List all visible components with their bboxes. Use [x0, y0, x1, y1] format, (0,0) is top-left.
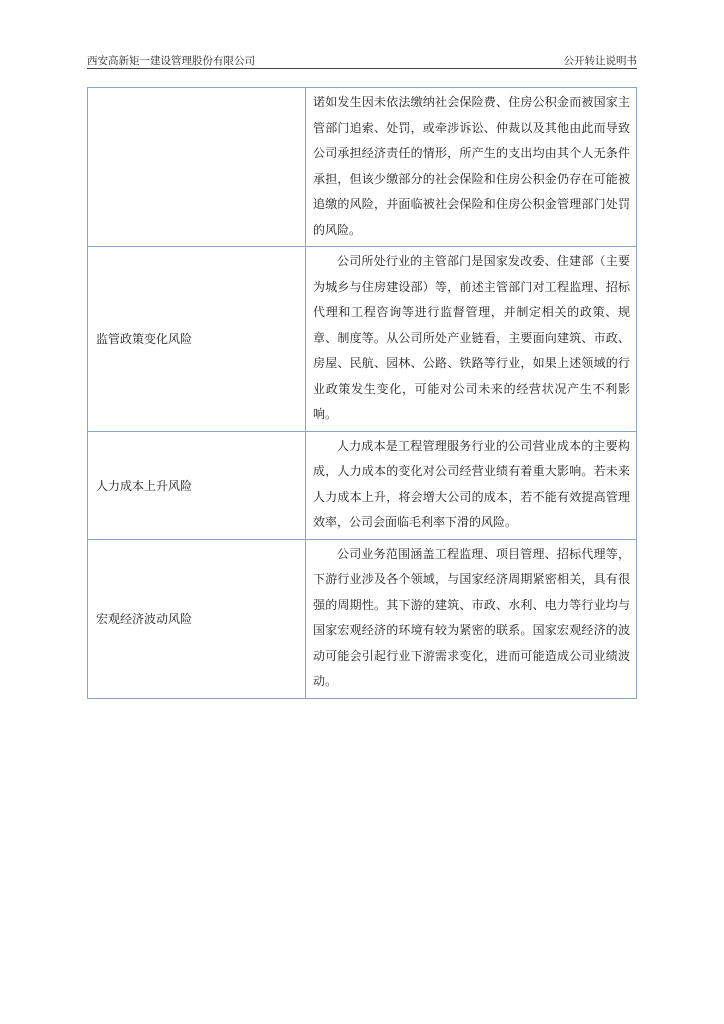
table-row: [88, 431, 637, 539]
header-divider: [87, 68, 637, 69]
risk-description-cell: [306, 431, 637, 539]
table-row: [88, 88, 637, 247]
risk-description-cell: [306, 88, 637, 247]
risk-name: 宏观经济波动风险: [96, 612, 193, 626]
risk-description-cell: [306, 247, 637, 432]
risk-table: [87, 87, 637, 699]
risk-name: 监管政策变化风险: [96, 332, 193, 347]
risk-description: 人力成本是工程管理服务行业的公司营业成本的主要构成，人力成本的变化对公司经营业绩有着重大影响。若未来人力成本上升，将会增大公司的成本，若不能有效提高管理效率，公司会面临毛利率下滑的风险。: [313, 438, 630, 529]
risk-name: 人力成本上升风险: [96, 478, 193, 493]
risk-name-cell: [88, 431, 306, 539]
risk-description: 公司所处行业的主管部门是国家发改委、住建部（主要为城乡与住房建设部）等，前述主管部门对工程监理、招标代理和工程咨询等进行监督管理，并制定相关的政策、规章、制度等。从公司所处产业链看，主要面向建筑、市政、房屋、民航、园林、公路、铁路等行业，如果上述领域的行业政策发生变化，可能对公司未来的经营状况产生不利影响。: [313, 254, 630, 421]
risk-description: 公司业务范围涵盖工程监理、项目管理、招标代理等，下游行业涉及各个领域，与国家经济周期紧密相关，具有很强的周期性。其下游的建筑、市政、水利、电力等行业均与国家宏观经济的环境有较为紧密的联系。国家宏观经济的波动可能会引起行业下游需求变化，进而可能造成公司业绩波动。: [313, 546, 630, 688]
risk-description: 诺如发生因未依法缴纳社会保险费、住房公积金而被国家主管部门追索、处罚，或牵涉诉讼、仲裁以及其他由此而导致公司承担经济责任的情形，所产生的支出均由其个人无条件承担，但该少缴部分的社会保险和住房公积金仍存在可能被追缴的风险，并面临被社会保险和住房公积金管理部门处罚的风险。: [313, 95, 630, 237]
table-row: [88, 247, 637, 432]
risk-description-cell: [306, 539, 637, 698]
risk-name-cell: [88, 88, 306, 247]
header-company-name: 西安高新矩一建设管理股份有限公司: [87, 55, 255, 67]
table-row: [88, 539, 637, 698]
risk-name-cell: [88, 247, 306, 432]
header-document-title: 公开转让说明书: [563, 55, 637, 67]
risk-name-cell: [88, 539, 306, 698]
page-header: [87, 52, 637, 68]
